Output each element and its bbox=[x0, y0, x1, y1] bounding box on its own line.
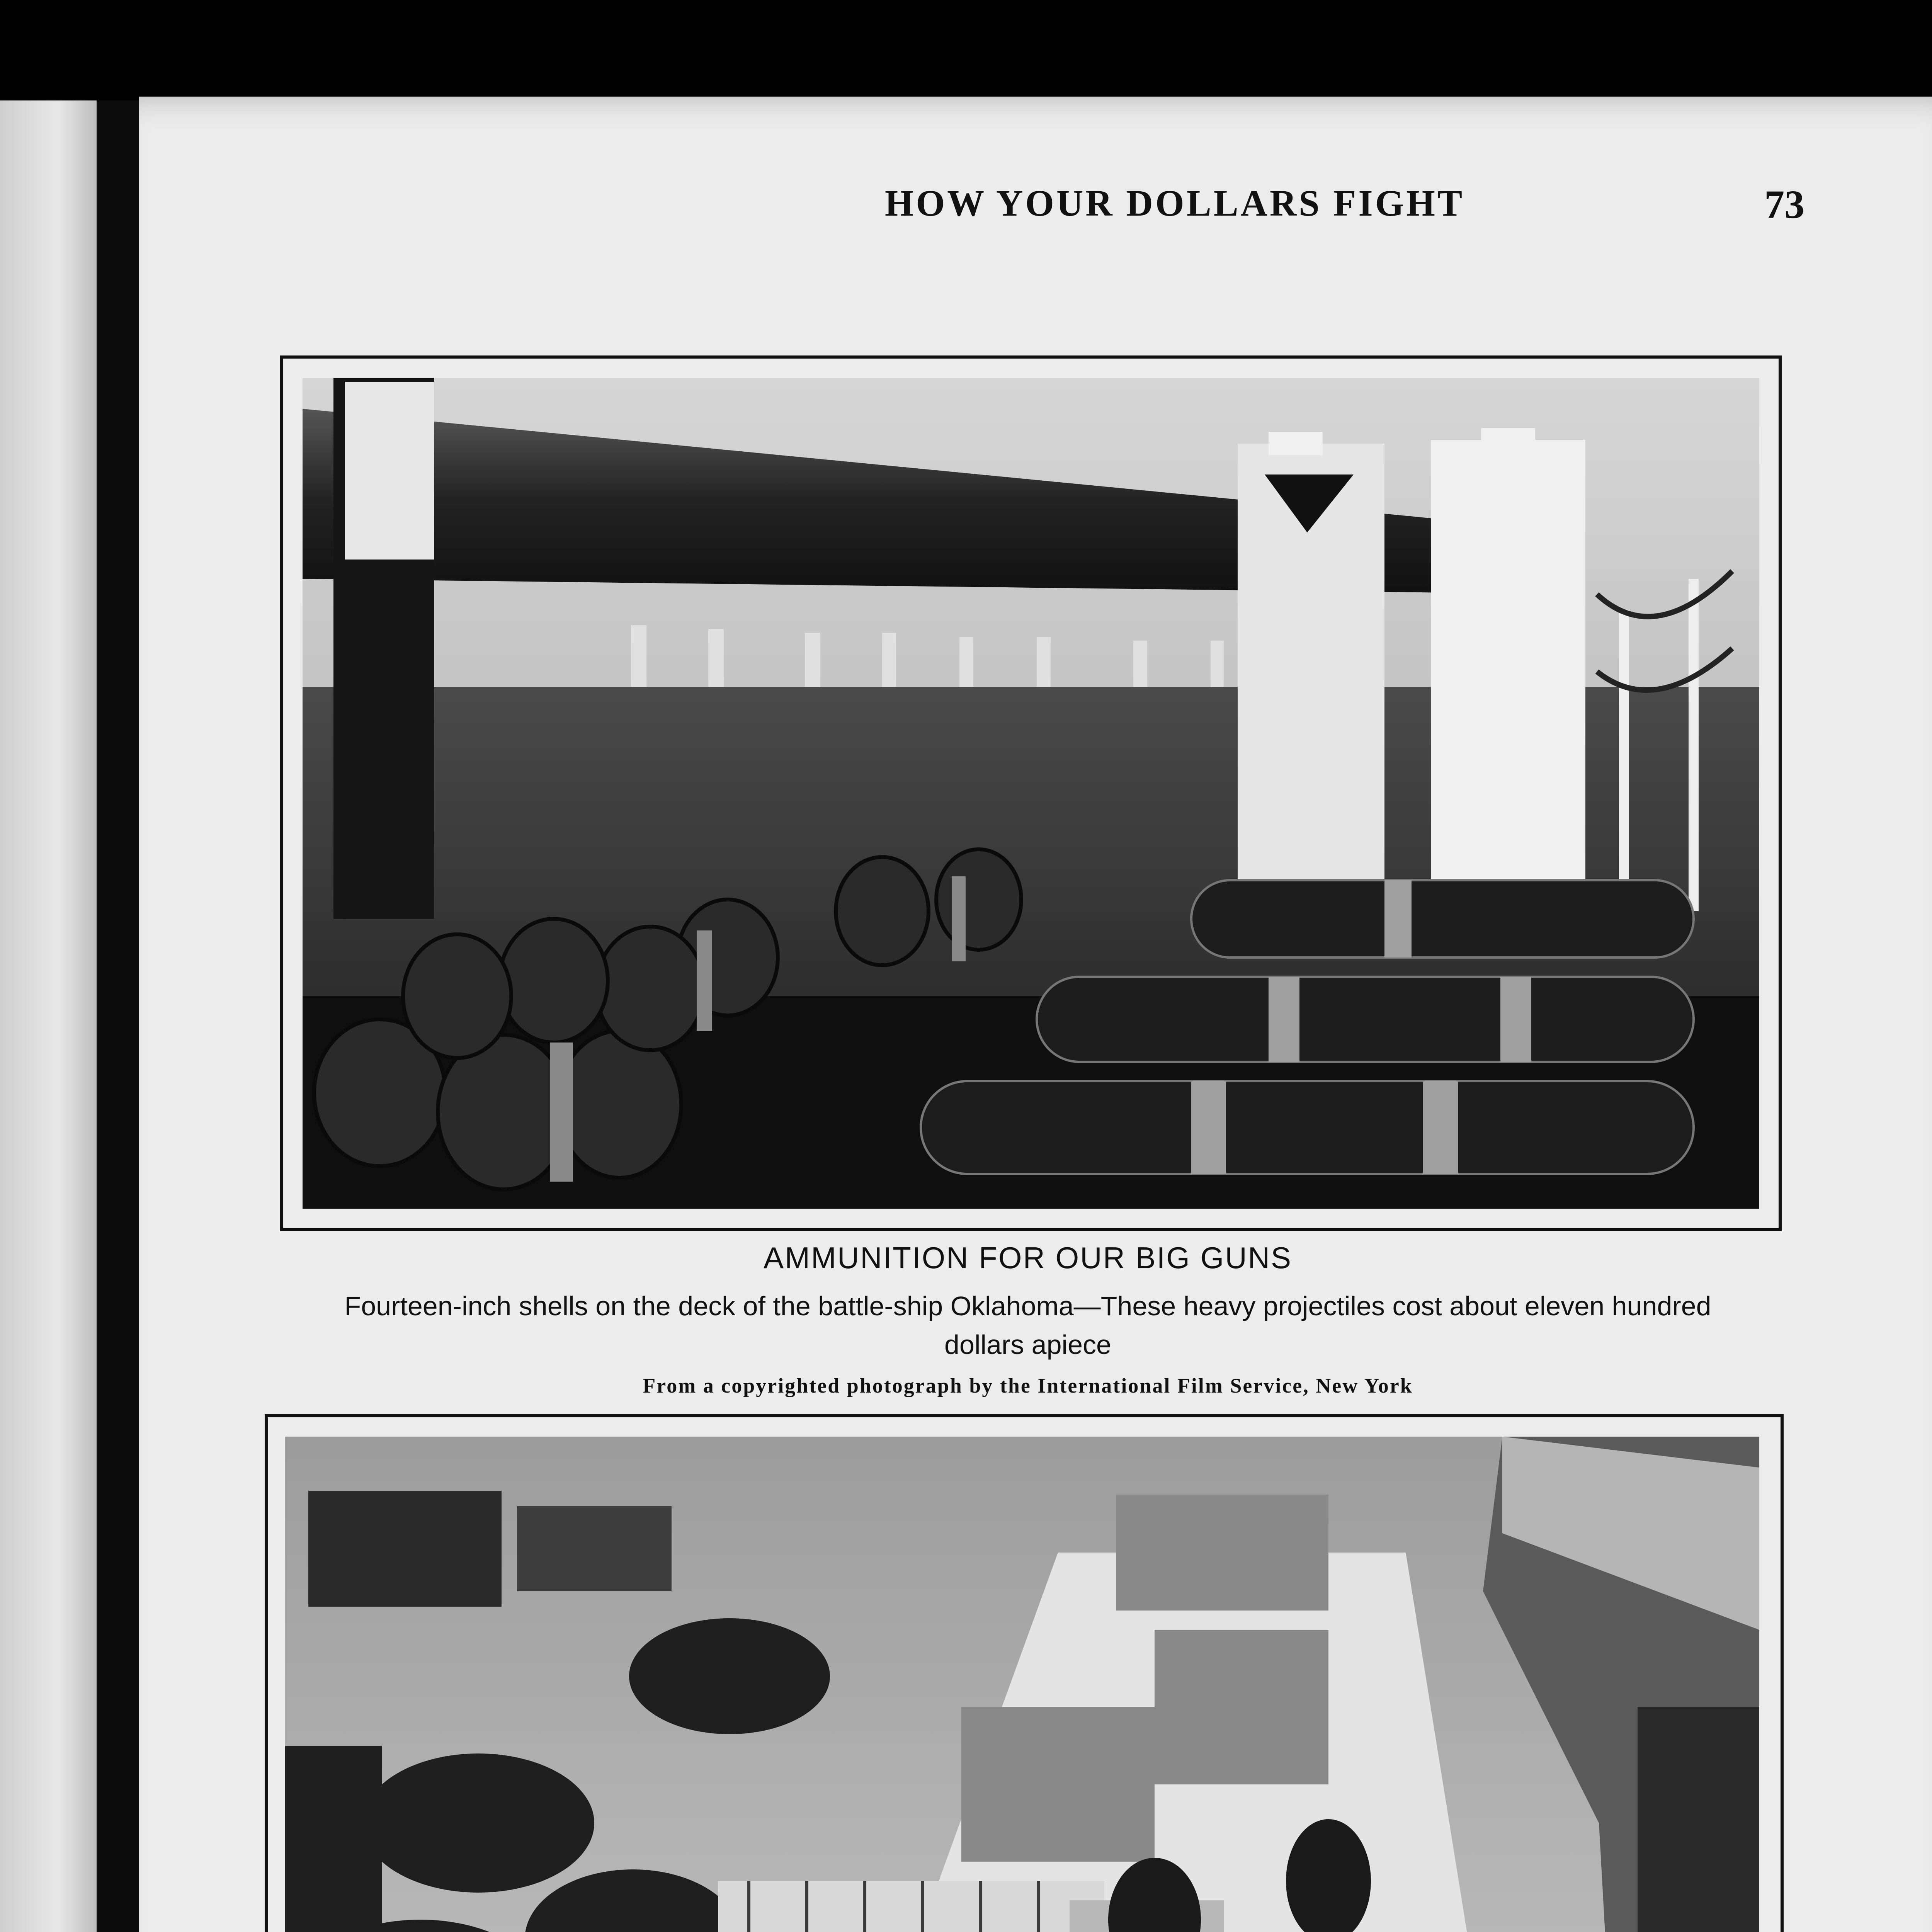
figure-1-title: AMMUNITION FOR OUR BIG GUNS bbox=[764, 1241, 1292, 1275]
running-head: HOW YOUR DOLLARS FIGHT bbox=[884, 182, 1465, 224]
artillery-depot-illustration bbox=[285, 1437, 1759, 1932]
field-artillery-shells-photo bbox=[285, 1437, 1759, 1932]
figure-1-caption: Fourteen-inch shells on the deck of the battle-ship Oklahoma—These heavy projectiles cost about eleven hundred dollars apiece bbox=[344, 1291, 1711, 1360]
figure-1-credit: From a copyrighted photograph by the International Film Service, New York bbox=[643, 1374, 1413, 1397]
previous-page-edge bbox=[0, 100, 97, 1932]
photo-frame-field-artillery bbox=[265, 1414, 1784, 1932]
book-gutter bbox=[97, 100, 139, 1932]
photo-frame-battleship bbox=[280, 355, 1782, 1231]
battleship-shells-photo bbox=[303, 378, 1759, 1209]
page-number: 73 bbox=[1764, 182, 1804, 227]
battleship-illustration bbox=[303, 378, 1759, 1209]
